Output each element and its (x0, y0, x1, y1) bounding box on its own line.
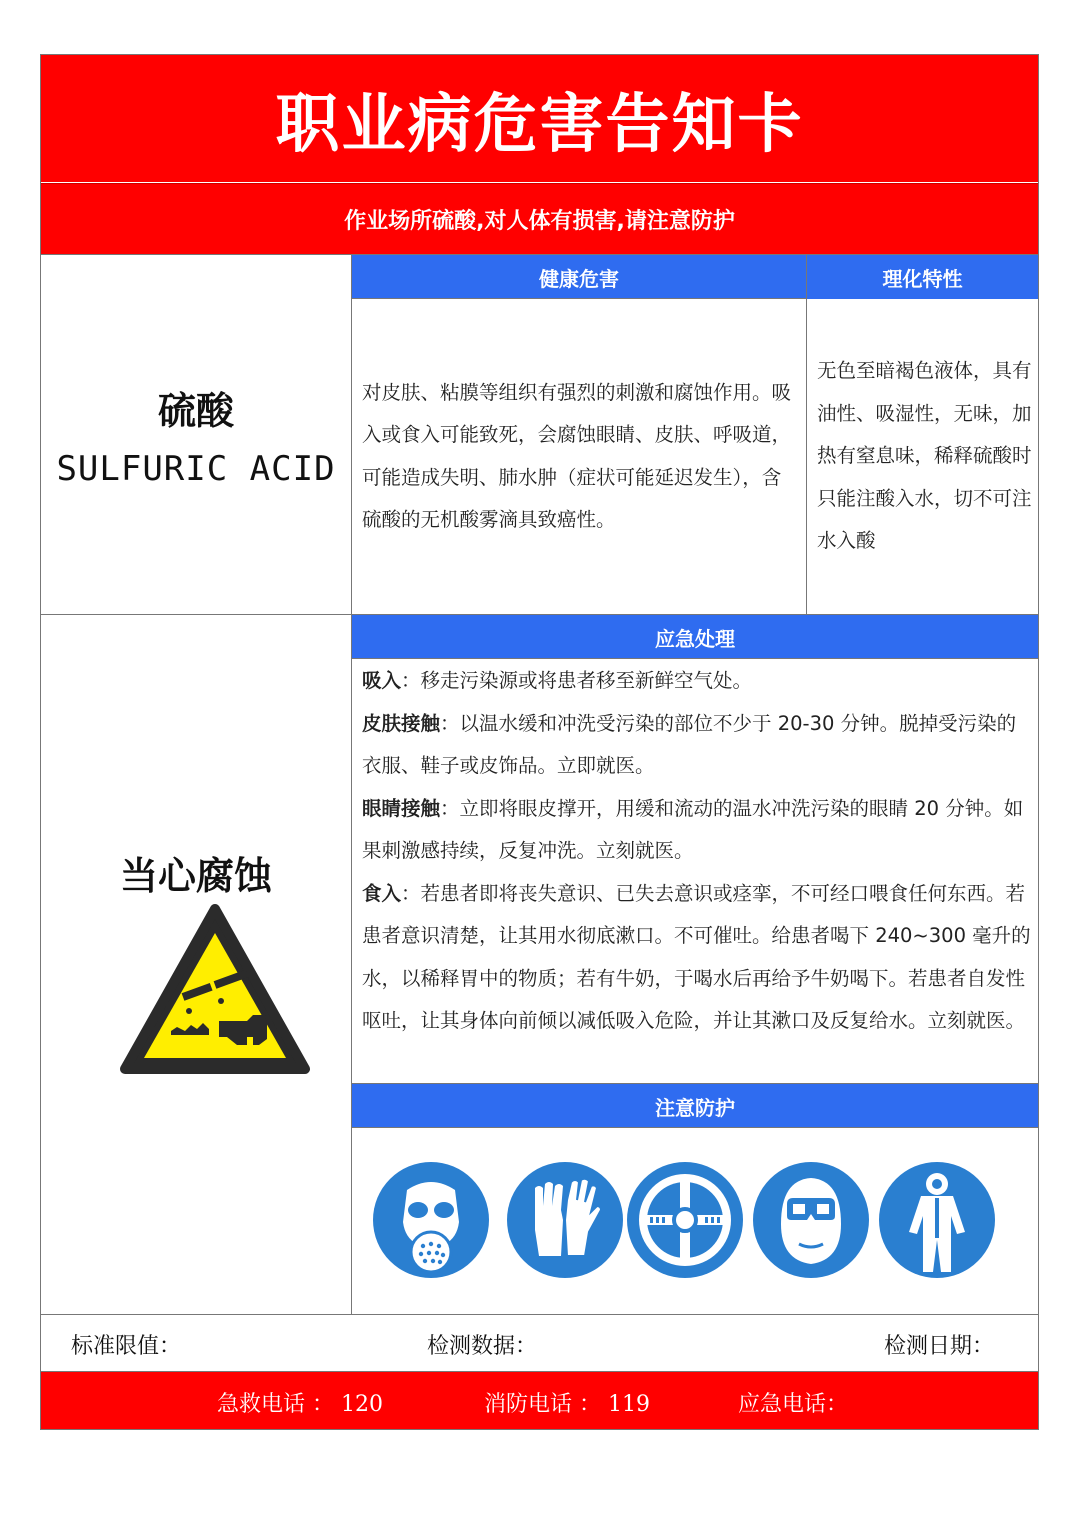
emergency-item-label: 眼睛接触 (362, 796, 441, 820)
properties-cell (807, 299, 1038, 614)
protective-suit-icon (877, 1160, 997, 1280)
detection-data-label: 检测数据： (427, 1334, 538, 1359)
emergency-item-text: ：立即将眼皮撑开，用缓和流动的温水冲洗污染的眼睛 20 分钟。如果刺激感持续，反复冲洗。立刻就医。 (362, 796, 1024, 862)
standard-limit-label: 标准限值： (71, 1334, 182, 1359)
emergency-item-eyes (362, 788, 1034, 873)
first-aid-phone: 急救电话 ： 120 (217, 1392, 383, 1417)
health-hazard-text: 对皮肤、粘膜等组织有强烈的刺激和腐蚀作用。吸入或食入可能致死，会腐蚀眼睛、皮肤、呼吸道，可能造成失明、肺水肿（症状可能延迟发生），含硫酸的无机酸雾滴具致癌性。 (362, 380, 792, 531)
emergency-item-text: ：若患者即将丧失意识、已失去意识或痉挛，不可经口喂食任何东西。若患者意识清楚，让其用水彻底漱口。不可催吐。给患者喝下 240~300 毫升的水，以稀释胃中的物质；若有牛奶，于喝水后再给予牛奶喝下。若患者自发性呕吐，让其身体向前倾以减低吸入危险，并让其漱口及反复给水。立刻就医。 (362, 881, 1031, 1032)
corrosion-warning-icon (119, 903, 311, 1078)
warning-label: 当心腐蚀 (119, 854, 272, 898)
protection-header: 注意防护 (352, 1084, 1038, 1128)
divider (352, 1127, 1038, 1128)
health-hazard-cell (352, 299, 806, 614)
detection-date-label: 检测日期： (884, 1334, 995, 1359)
emergency-item-inhalation (362, 660, 1034, 703)
emergency-item-label: 食入 (362, 881, 402, 905)
emergency-item-skin (362, 703, 1034, 788)
emergency-phone: 应急电话： (738, 1392, 849, 1417)
emergency-item-text: ：以温水缓和冲洗受污染的部位不少于 20-30 分钟。脱掉受污染的衣服、鞋子或皮饰品。立即就医。 (362, 711, 1017, 777)
emergency-item-text: ：移走污染源或将患者移至新鲜空气处。 (401, 669, 753, 692)
card-title: 职业病危害告知卡 (41, 55, 1038, 182)
substance-name-cn: 硫酸 (157, 389, 234, 433)
phone-bar (41, 1372, 1038, 1429)
properties-header: 理化特性 (807, 255, 1038, 299)
safety-goggles-icon (751, 1160, 871, 1280)
divider (352, 658, 1038, 659)
protective-gloves-icon (505, 1160, 625, 1280)
gas-mask-icon (371, 1160, 491, 1280)
emergency-item-ingestion (362, 873, 1034, 1043)
emergency-item-label: 吸入 (362, 669, 402, 692)
fire-phone: 消防电话 ： 119 (484, 1392, 650, 1417)
footer-info-row (41, 1315, 1038, 1371)
emergency-text (362, 660, 1034, 1043)
substance-name-en: SULFURIC ACID (56, 449, 336, 489)
properties-text: 无色至暗褐色液体，具有油性、吸湿性，无味，加热有窒息味，稀释硫酸时只能注酸入水，切不可注水入酸 (817, 359, 1032, 553)
health-hazard-header: 健康危害 (352, 255, 806, 299)
warning-cell (41, 615, 351, 1314)
substance-name-cell (41, 255, 351, 614)
emergency-header: 应急处理 (352, 615, 1038, 659)
emergency-item-label: 皮肤接触 (362, 711, 441, 735)
card-subtitle: 作业场所硫酸,对人体有损害,请注意防护 (41, 183, 1038, 254)
ventilation-fan-icon (625, 1160, 745, 1280)
